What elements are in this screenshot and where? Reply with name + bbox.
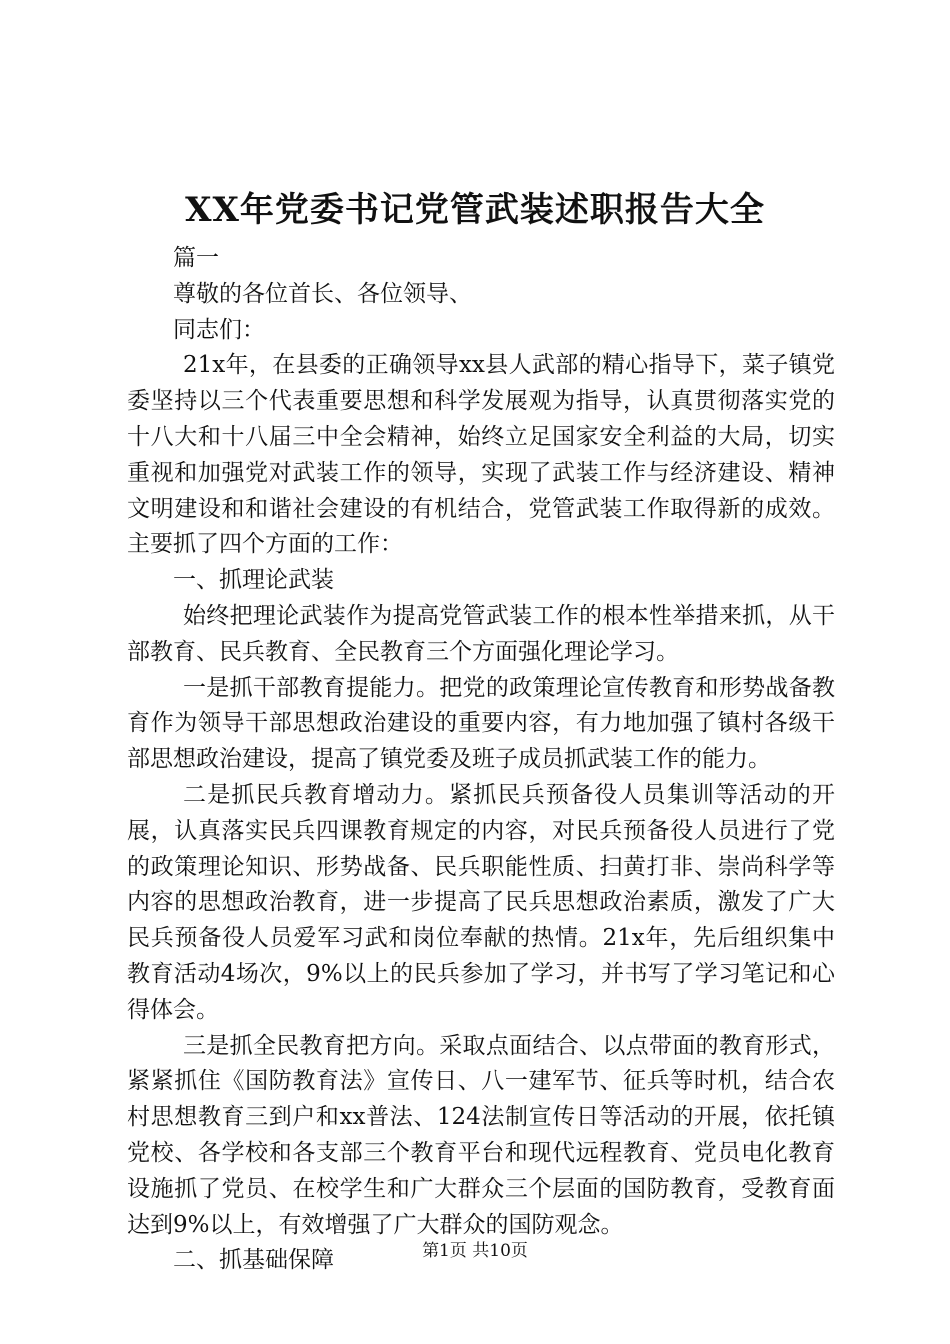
body-paragraph: 21x年，在县委的正确领导xx县人武部的精心指导下，菜子镇党委坚持以三个代表重要思想和科学发展观为指导，认真贯彻落实党的十八大和十八届三中全会精神，始终立足国家安全利益的大局，切实重视和加强党对武装工作的领导，实现了武装工作与经济建设、精神文明建设和和谐社会建设的有机结合，党管武装工作取得新的成效。主要抓了四个方面的工作： <box>127 352 835 558</box>
document-body <box>127 241 835 1279</box>
salutation-line: 同志们： <box>173 316 265 343</box>
section-heading: 二、抓基础保障 <box>173 1247 334 1274</box>
document-title: XX年党委书记党管武装述职报告大全 <box>185 190 765 230</box>
body-paragraph: 三是抓全民教育把方向。采取点面结合、以点带面的教育形式，紧紧抓住《国防教育法》宣传日、八一建军节、征兵等时机，结合农村思想教育三到户和xx普法、124法制宣传日等活动的开展，依托镇党校、各学校和各支部三个教育平台和现代远程教育、党员电化教育设施抓了党员、在校学生和广大群众三个层面的国防教育，受教育面达到9%以上，有效增强了广大群众的国防观念。 <box>127 1032 835 1238</box>
body-paragraph: 一是抓干部教育提能力。把党的政策理论宣传教育和形势战备教育作为领导干部思想政治建设的重要内容，有力地加强了镇村各级干部思想政治建设，提高了镇党委及班子成员抓武装工作的能力。 <box>127 674 835 773</box>
page-number-footer: 第1页 共10页 <box>422 1241 528 1261</box>
body-paragraph: 二是抓民兵教育增动力。紧抓民兵预备役人员集训等活动的开展，认真落实民兵四课教育规定的内容，对民兵预备役人员进行了党的政策理论知识、形势战备、民兵职能性质、扫黄打非、崇尚科学等内容的思想政治教育，进一步提高了民兵思想政治素质，激发了广大民兵预备役人员爱军习武和岗位奉献的热情。21x年，先后组织集中教育活动4场次，9%以上的民兵参加了学习，并书写了学习笔记和心得体会。 <box>127 781 835 1023</box>
section-label: 篇一 <box>173 245 219 271</box>
salutation-line: 尊敬的各位首长、各位领导、 <box>173 280 472 307</box>
section-heading: 一、抓理论武装 <box>173 567 334 594</box>
body-paragraph: 始终把理论武装作为提高党管武装工作的根本性举措来抓，从干部教育、民兵教育、全民教育三个方面强化理论学习。 <box>127 602 835 665</box>
